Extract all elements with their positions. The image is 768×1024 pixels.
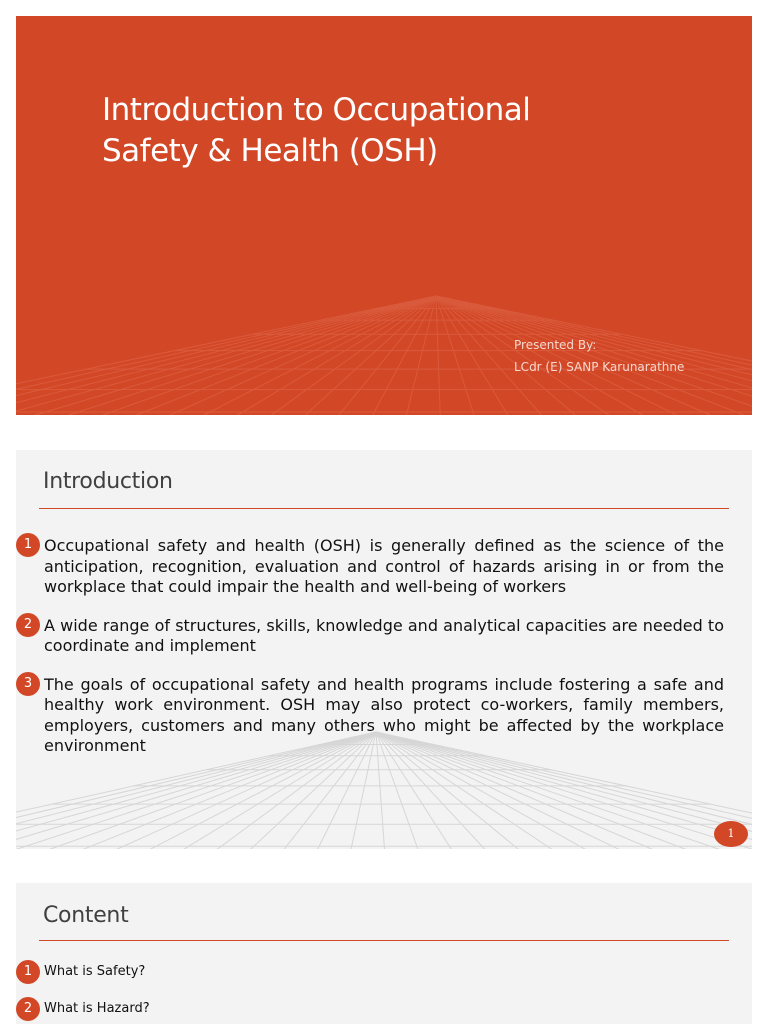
grid-line bbox=[16, 296, 436, 415]
bullet-text: The goals of occupational safety and health programs include fostering a safe and healthy work environment. OSH may also protect co-workers, family members, employers, customers and many others who might be affected by the workplace environment bbox=[44, 674, 724, 755]
grid-line bbox=[436, 296, 520, 415]
grid-line bbox=[16, 296, 436, 415]
list-item bbox=[16, 675, 724, 757]
list-item bbox=[16, 960, 724, 984]
list-item bbox=[16, 616, 724, 657]
grid-line bbox=[123, 296, 436, 415]
grid-line bbox=[16, 296, 436, 415]
grid-line bbox=[84, 296, 436, 415]
grid-line bbox=[362, 296, 436, 415]
heading-divider bbox=[39, 940, 729, 941]
grid-line bbox=[436, 296, 481, 415]
grid-line bbox=[16, 296, 436, 415]
bullet-text: Occupational safety and health (OSH) is generally defined as the science of the anticipation, recognition, evaluation and control of hazards arising in or from the workplace that could impair the health and well-being of workers bbox=[44, 536, 724, 596]
bullet-text: A wide range of structures, skills, knowledge and analytical capacities are needed to coordinate and implement bbox=[44, 615, 724, 655]
content-slide bbox=[16, 883, 752, 1024]
grid-line bbox=[44, 296, 436, 415]
list-item bbox=[16, 536, 724, 598]
grid-line bbox=[16, 296, 436, 415]
presenter-name: LCdr (E) SANP Karunarathne bbox=[514, 360, 685, 374]
grid-line bbox=[203, 296, 436, 415]
bullet-number-badge: 2 bbox=[16, 613, 40, 637]
title-line-2: Safety & Health (OSH) bbox=[102, 133, 438, 169]
bullet-text: What is Safety? bbox=[44, 964, 146, 979]
bullet-number-badge: 3 bbox=[16, 672, 40, 696]
grid-line bbox=[163, 296, 436, 415]
bullet-text: What is Hazard? bbox=[44, 1001, 150, 1016]
presented-by-label: Presented By: bbox=[514, 338, 597, 352]
title-line-1: Introduction to Occupational bbox=[102, 92, 531, 128]
bullet-number-badge: 2 bbox=[16, 997, 40, 1021]
bullet-number-badge: 1 bbox=[16, 533, 40, 557]
grid-line bbox=[401, 296, 436, 415]
grid-line bbox=[242, 296, 436, 415]
content-bullet-list bbox=[16, 960, 724, 1024]
heading-divider bbox=[39, 508, 729, 509]
title-slide bbox=[16, 16, 752, 415]
presenter-block bbox=[514, 334, 684, 378]
list-item bbox=[16, 997, 724, 1021]
bullet-number-badge: 1 bbox=[16, 960, 40, 984]
grid-line bbox=[436, 296, 441, 415]
grid-line bbox=[282, 296, 436, 415]
grid-line bbox=[16, 296, 436, 415]
intro-bullet-list bbox=[16, 536, 724, 775]
presentation-title bbox=[102, 90, 662, 172]
grid-line bbox=[16, 296, 436, 415]
slide-heading: Content bbox=[43, 903, 129, 928]
grid-line bbox=[322, 296, 436, 415]
slide-heading: Introduction bbox=[43, 469, 173, 494]
introduction-slide bbox=[16, 450, 752, 849]
page-number-badge: 1 bbox=[714, 821, 748, 847]
